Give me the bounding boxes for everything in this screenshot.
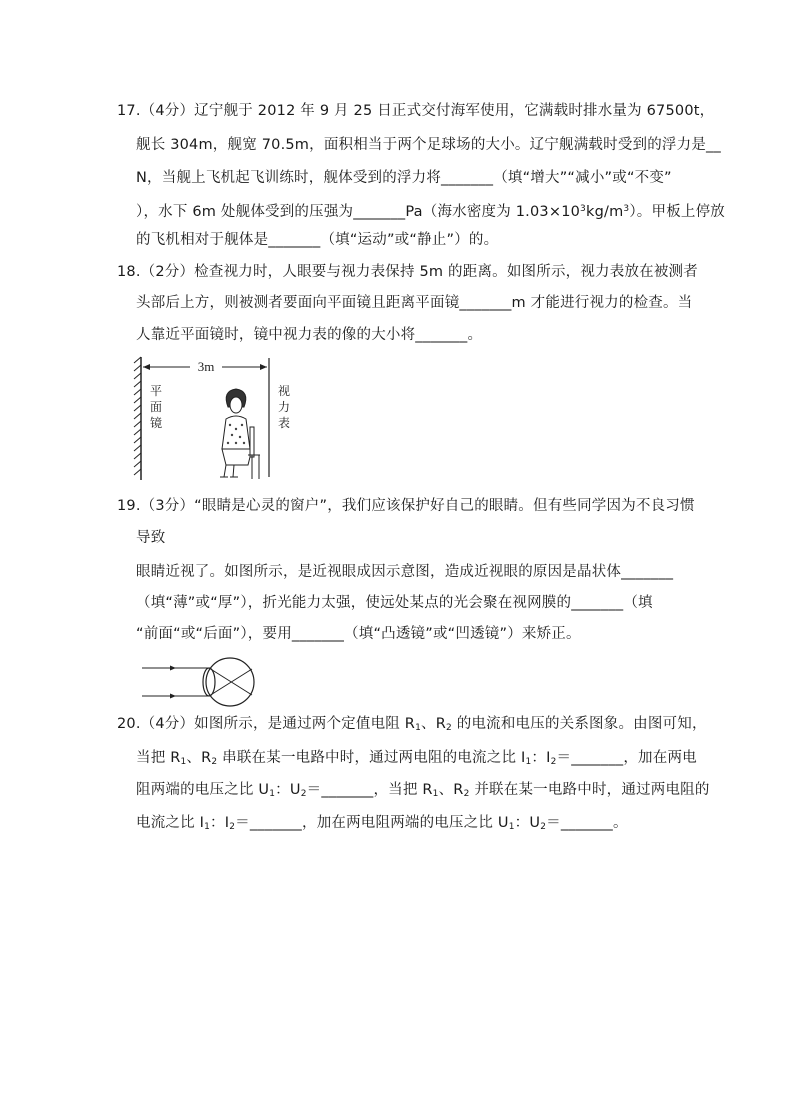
eye-test-figure <box>130 355 290 485</box>
q17-line-5: 的飞机相对于舰体是_______（填“运动”或“静止”）的。 <box>136 232 499 248</box>
q20-sub-3: 1 <box>180 757 187 767</box>
q17-line-4-text-c: ）。甲板上停放 <box>629 204 725 220</box>
q20-line-2 <box>136 748 697 772</box>
q17-exponent-1: 3 <box>580 204 586 214</box>
q20-sub-7: 1 <box>269 789 276 799</box>
q17-line-3: N，当舰上飞机起飞训练时，舰体受到的浮力将_______（填“增大”“减小”或“不变” <box>136 170 672 186</box>
chart-label-2: 力 <box>278 400 290 414</box>
q19-line-2: 导致 <box>136 530 166 546</box>
q18-line-3: 人靠近平面镜时，镜中视力表的像的大小将_______。 <box>136 327 483 343</box>
q20-line-4-text-d: ：U <box>514 815 541 831</box>
q20-line-4 <box>136 813 628 837</box>
q20-line-4-text-b: ：I <box>210 815 230 831</box>
q20-line-1 <box>117 714 707 738</box>
q20-sub-13: 1 <box>508 822 515 832</box>
q18-line-1: 18.（2分）检查视力时，人眼要与视力表保持 5m 的距离。如图所示，视力表放在被测者 <box>117 264 698 280</box>
q20-sub-9: 1 <box>432 789 439 799</box>
chart-label-3: 表 <box>278 416 290 430</box>
q20-line-2-text-e: ＝_______，加在两电 <box>556 750 697 766</box>
q20-line-3-text-a: 阻两端的电压之比 U <box>136 782 270 798</box>
q17-line-4 <box>136 199 725 222</box>
seated-person-illustration <box>220 389 260 479</box>
q20-line-3-text-c: ＝_______，当把 R <box>306 782 433 798</box>
q19-line-1: 19.（3分）“眼睛是心灵的窗户”，我们应该保护好自己的眼睛。但有些同学因为不良习惯 <box>117 498 695 514</box>
q17-line-2: 舰长 304m，舰宽 70.5m，面积相当于两个足球场的大小。辽宁舰满载时受到的浮力是__ <box>136 137 721 153</box>
q20-line-2-text-a: 当把 R <box>136 750 181 766</box>
q20-sub-r2: 2 <box>446 723 452 733</box>
mirror-label-2: 面 <box>150 400 163 414</box>
chart-label-1: 视 <box>278 384 290 398</box>
q20-line-2-text-c: 串联在某一电路中时，通过两电阻的电流之比 I <box>217 750 526 766</box>
q20-sub-14: 2 <box>540 822 547 832</box>
q20-line-3-text-b: ：U <box>275 782 301 798</box>
q17-line-1: 17.（4分）辽宁舰于 2012 年 9 月 25 日正式交付海军使用，它满载时排水量为 67500t， <box>117 103 715 119</box>
q17-line-4-text-a: ），水下 6m 处舰体受到的压强为_______Pa（海水密度为 1.03×10 <box>136 204 581 220</box>
q20-line-4-text-c: ＝_______，加在两电阻两端的电压之比 U <box>235 815 509 831</box>
q19-line-5: “前面“或“后面”），要用_______（填“凸透镜”或“凹透镜”）来矫正。 <box>136 626 581 642</box>
q18-line-2: 头部后上方，则被测者要面向平面镜且距离平面镜_______m 才能进行视力的检查。当 <box>136 295 693 311</box>
q20-line-1-text-b: 、R <box>421 716 446 732</box>
q20-line-3 <box>136 780 710 804</box>
q20-sub-11: 1 <box>204 822 211 832</box>
q20-sub-r1: 1 <box>415 723 422 733</box>
q20-sub-8: 2 <box>300 789 307 799</box>
q20-line-1-text-a: 20.（4分）如图所示，是通过两个定值电阻 R <box>117 716 416 732</box>
q20-sub-6: 2 <box>550 757 557 767</box>
q17-exponent-2: 3 <box>623 204 630 214</box>
q20-sub-4: 2 <box>211 757 218 767</box>
mirror-label-3: 镜 <box>150 416 163 430</box>
q20-line-3-text-d: 、R <box>438 782 464 798</box>
q20-sub-5: 1 <box>525 757 532 767</box>
q20-sub-12: 2 <box>229 822 236 832</box>
myopia-eye-diagram <box>140 655 260 710</box>
q20-sub-10: 2 <box>463 789 470 799</box>
mirror-label-1: 平 <box>150 384 163 398</box>
q20-line-2-text-b: 、R <box>186 750 212 766</box>
distance-label: 3m <box>197 359 215 374</box>
q17-line-4-text-b: kg/m <box>585 204 624 220</box>
q19-line-4: （填“薄”或“厚”），折光能力太强，使远处某点的光会聚在视网膜的_______（填 <box>136 595 653 611</box>
q20-line-4-text-e: ＝_______。 <box>546 815 628 831</box>
q20-line-2-text-d: ：I <box>531 750 551 766</box>
q19-line-3: 眼睛近视了。如图所示，是近视眼成因示意图，造成近视眼的原因是晶状体_______ <box>136 564 674 580</box>
q20-line-1-text-c: 的电流和电压的关系图象。由图可知， <box>451 716 707 732</box>
q20-line-4-text-a: 电流之比 I <box>136 815 205 831</box>
q20-line-3-text-e: 并联在某一电路中时，通过两电阻的 <box>469 782 710 798</box>
